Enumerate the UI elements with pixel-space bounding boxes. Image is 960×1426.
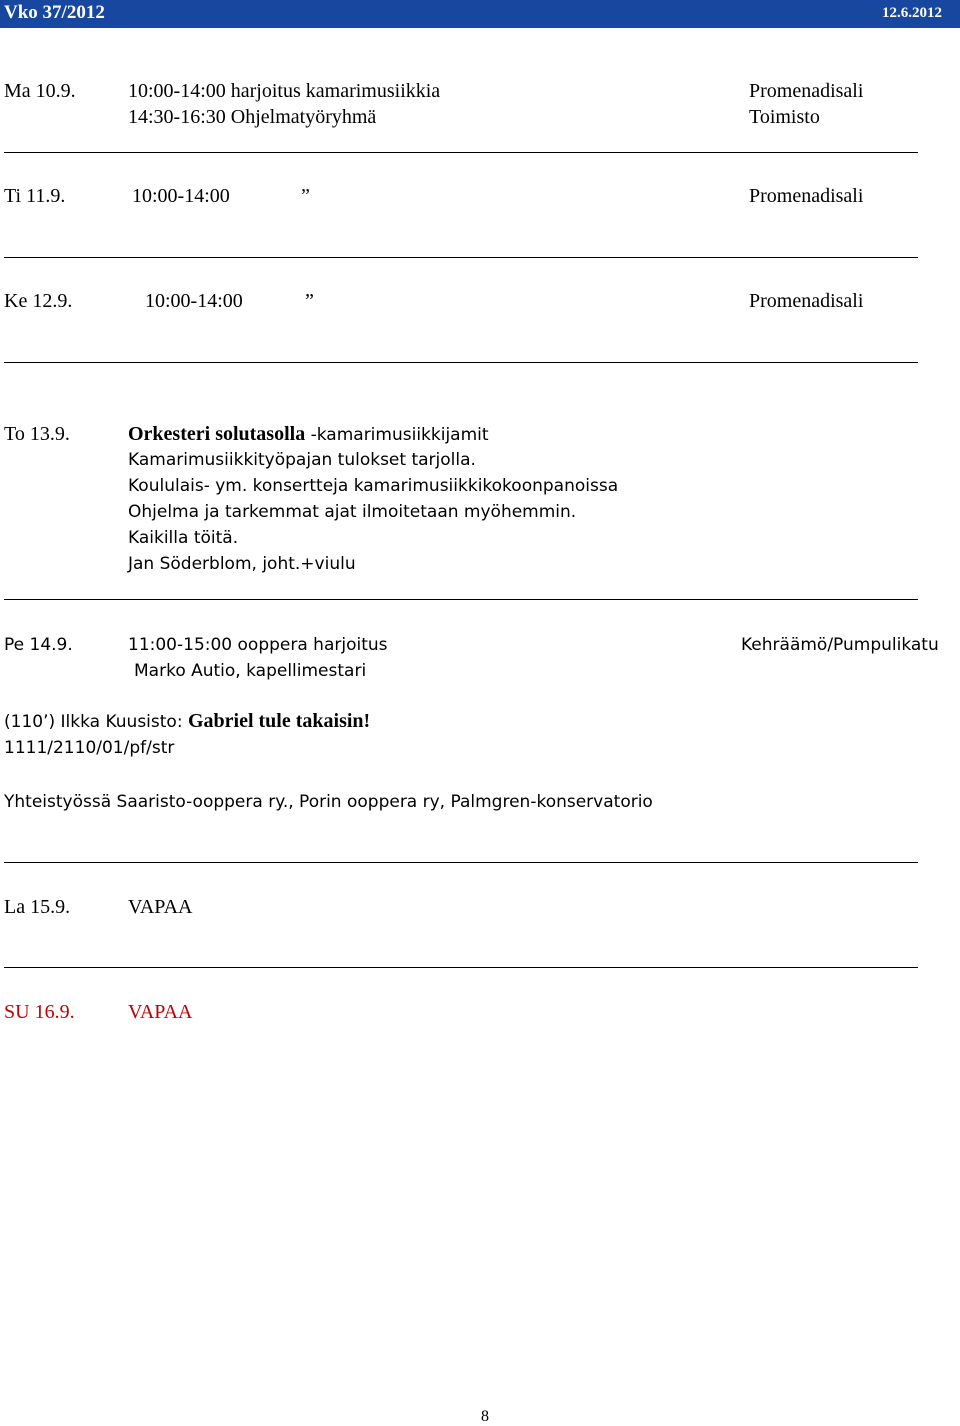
to-line-4: Ohjelma ja tarkemmat ajat ilmoitetaan myöhemmin. bbox=[128, 502, 577, 522]
divider bbox=[4, 152, 918, 153]
to-line-6: Jan Söderblom, joht.+viulu bbox=[128, 554, 356, 574]
week-header-bar bbox=[0, 0, 960, 28]
pe-event: 11:00-15:00 ooppera harjoitus bbox=[128, 635, 388, 655]
day-label-to: To 13.9. bbox=[4, 423, 70, 445]
to-line-2: Kamarimusiikkityöpajan tulokset tarjolla. bbox=[128, 450, 476, 470]
to-title bbox=[128, 422, 489, 447]
day-label-ti: Ti 11.9. bbox=[4, 185, 66, 207]
ke-time: 10:00-14:00 bbox=[145, 290, 243, 312]
ke-ditto: ” bbox=[305, 290, 314, 312]
week-label: Vko 37/2012 bbox=[4, 2, 105, 23]
page-number: 8 bbox=[481, 1408, 489, 1425]
ke-place: Promenadisali bbox=[749, 290, 864, 312]
ti-ditto: ” bbox=[301, 185, 310, 207]
divider bbox=[4, 862, 918, 863]
ma-event-2: 14:30-16:30 Ohjelmatyöryhmä bbox=[128, 106, 377, 128]
day-label-la: La 15.9. bbox=[4, 896, 71, 918]
to-title-rest: -kamarimusiikkijamit bbox=[305, 425, 489, 445]
la-free: VAPAA bbox=[128, 896, 193, 918]
pe-work bbox=[4, 709, 370, 734]
ti-place: Promenadisali bbox=[749, 185, 864, 207]
divider bbox=[4, 599, 918, 600]
header-date: 12.6.2012 bbox=[882, 5, 942, 21]
pe-cooperation: Yhteistyössä Saaristo-ooppera ry., Porin ooppera ry, Palmgren-konservatorio bbox=[4, 792, 653, 812]
day-label-pe: Pe 14.9. bbox=[4, 635, 73, 655]
su-free: VAPAA bbox=[128, 1001, 193, 1023]
pe-work-prefix: (110’) Ilkka Kuusisto: bbox=[4, 712, 188, 732]
divider bbox=[4, 967, 918, 968]
pe-place: Kehräämö/Pumpulikatu bbox=[741, 635, 939, 655]
divider bbox=[4, 362, 918, 363]
ma-event-1: 10:00-14:00 harjoitus kamarimusiikkia bbox=[128, 80, 441, 102]
day-label-ke: Ke 12.9. bbox=[4, 290, 73, 312]
pe-work-title: Gabriel tule takaisin! bbox=[187, 710, 371, 732]
divider bbox=[4, 257, 918, 258]
day-label-ma: Ma 10.9. bbox=[4, 80, 76, 102]
to-line-5: Kaikilla töitä. bbox=[128, 528, 239, 548]
to-title-bold: Orkesteri solutasolla bbox=[128, 423, 306, 445]
to-line-3: Koululais- ym. konsertteja kamarimusiikkikokoonpanoissa bbox=[128, 476, 619, 496]
pe-code: 1111/2110/01/pf/str bbox=[4, 738, 175, 758]
ma-place-2: Toimisto bbox=[749, 106, 820, 128]
pe-conductor: Marko Autio, kapellimestari bbox=[134, 661, 367, 681]
ma-place-1: Promenadisali bbox=[749, 80, 864, 102]
day-label-su: SU 16.9. bbox=[4, 1001, 75, 1023]
ti-time: 10:00-14:00 bbox=[132, 185, 230, 207]
